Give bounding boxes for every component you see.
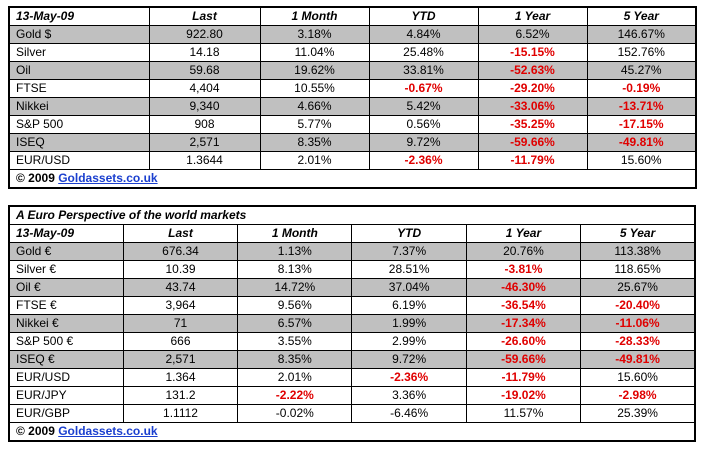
cell-5-year: -28.33% [581,333,695,351]
table-footer-row [9,423,695,442]
cell-1-year: -36.54% [466,297,580,315]
table-row [9,261,695,279]
copyright-text: © 2009 [16,171,59,185]
cell-last: 676.34 [123,243,237,261]
cell-1-year: 6.52% [478,26,587,44]
row-label: Oil [9,62,149,80]
table-row [9,80,696,98]
cell-ytd: 9.72% [369,134,478,152]
market-table-usd [8,6,697,189]
row-label: FTSE [9,80,149,98]
cell-1-year: -19.02% [466,387,580,405]
table-row [9,369,695,387]
cell-5-year: 146.67% [587,26,696,44]
cell-last: 1.3644 [149,152,260,170]
copyright-text: © 2009 [16,424,59,438]
cell-last: 2,571 [123,351,237,369]
cell-1-month: 6.57% [238,315,352,333]
cell-1-year: -35.25% [478,116,587,134]
table-title: A Euro Perspective of the world markets [9,206,695,225]
table-row [9,405,695,423]
cell-1-year: 11.57% [466,405,580,423]
cell-5-year: -20.40% [581,297,695,315]
cell-1-month: 8.35% [260,134,369,152]
cell-last: 14.18 [149,44,260,62]
table-row [9,297,695,315]
cell-5-year: -2.98% [581,387,695,405]
table-row [9,387,695,405]
header-1-year: 1 Year [466,225,580,243]
cell-1-month: 4.66% [260,98,369,116]
cell-1-year: -59.66% [466,351,580,369]
cell-1-month: -2.22% [238,387,352,405]
cell-last: 2,571 [149,134,260,152]
cell-last: 43.74 [123,279,237,297]
cell-1-year: -3.81% [466,261,580,279]
cell-1-month: 9.56% [238,297,352,315]
cell-last: 131.2 [123,387,237,405]
table-row [9,26,696,44]
header-date: 13-May-09 [9,7,149,26]
cell-5-year: -49.81% [581,351,695,369]
table-row [9,44,696,62]
table-spacer [8,189,696,205]
cell-5-year: 25.67% [581,279,695,297]
cell-last: 4,404 [149,80,260,98]
cell-ytd: 0.56% [369,116,478,134]
cell-5-year: 25.39% [581,405,695,423]
cell-ytd: -0.67% [369,80,478,98]
cell-1-year: -11.79% [466,369,580,387]
cell-1-month: 3.55% [238,333,352,351]
row-label: EUR/GBP [9,405,123,423]
cell-5-year: -13.71% [587,98,696,116]
row-label: Silver € [9,261,123,279]
cell-1-month: 8.35% [238,351,352,369]
cell-5-year: -17.15% [587,116,696,134]
cell-1-month: 3.18% [260,26,369,44]
cell-5-year: 15.60% [581,369,695,387]
row-label: Nikkei € [9,315,123,333]
cell-last: 3,964 [123,297,237,315]
cell-ytd: -6.46% [352,405,466,423]
table-row [9,243,695,261]
cell-last: 59.68 [149,62,260,80]
table-row [9,333,695,351]
cell-1-year: -26.60% [466,333,580,351]
cell-last: 9,340 [149,98,260,116]
cell-1-month: 5.77% [260,116,369,134]
cell-1-year: -15.15% [478,44,587,62]
table-row [9,315,695,333]
cell-1-month: 11.04% [260,44,369,62]
cell-ytd: 6.19% [352,297,466,315]
cell-ytd: 1.99% [352,315,466,333]
header-ytd: YTD [369,7,478,26]
table-row [9,62,696,80]
row-label: Gold $ [9,26,149,44]
cell-1-year: -29.20% [478,80,587,98]
row-label: Oil € [9,279,123,297]
market-table-usd-body [9,7,696,188]
cell-5-year: -0.19% [587,80,696,98]
cell-1-year: -33.06% [478,98,587,116]
header-1-month: 1 Month [238,225,352,243]
row-label: S&P 500 € [9,333,123,351]
cell-1-year: 20.76% [466,243,580,261]
table-row [9,351,695,369]
cell-1-year: -59.66% [478,134,587,152]
copyright-cell [9,423,695,442]
row-label: Nikkei [9,98,149,116]
market-table-eur-body [9,206,695,441]
row-label: Silver [9,44,149,62]
cell-5-year: 15.60% [587,152,696,170]
cell-1-year: -52.63% [478,62,587,80]
row-label: FTSE € [9,297,123,315]
table-row [9,279,695,297]
header-1-month: 1 Month [260,7,369,26]
cell-1-month: 2.01% [260,152,369,170]
table-header-row [9,7,696,26]
cell-ytd: 25.48% [369,44,478,62]
table-footer-row [9,170,696,189]
cell-ytd: 3.36% [352,387,466,405]
cell-1-month: 8.13% [238,261,352,279]
table-title-row [9,206,695,225]
site-link[interactable]: Goldassets.co.uk [58,171,158,185]
cell-last: 1.364 [123,369,237,387]
row-label: Gold € [9,243,123,261]
cell-last: 1.1112 [123,405,237,423]
cell-ytd: 9.72% [352,351,466,369]
cell-ytd: 7.37% [352,243,466,261]
cell-1-month: 14.72% [238,279,352,297]
cell-last: 908 [149,116,260,134]
cell-1-month: -0.02% [238,405,352,423]
cell-1-year: -11.79% [478,152,587,170]
table-row [9,98,696,116]
site-link[interactable]: Goldassets.co.uk [58,424,158,438]
cell-5-year: 113.38% [581,243,695,261]
cell-1-month: 2.01% [238,369,352,387]
cell-ytd: 33.81% [369,62,478,80]
table-row [9,152,696,170]
market-table-eur [8,205,696,442]
header-5-year: 5 Year [581,225,695,243]
row-label: ISEQ € [9,351,123,369]
table-row [9,134,696,152]
row-label: EUR/USD [9,152,149,170]
cell-ytd: 5.42% [369,98,478,116]
table-row [9,116,696,134]
header-date: 13-May-09 [9,225,123,243]
cell-ytd: -2.36% [369,152,478,170]
cell-ytd: -2.36% [352,369,466,387]
cell-5-year: 45.27% [587,62,696,80]
cell-1-month: 10.55% [260,80,369,98]
cell-last: 10.39 [123,261,237,279]
cell-last: 71 [123,315,237,333]
cell-1-month: 1.13% [238,243,352,261]
copyright-cell [9,170,696,189]
row-label: ISEQ [9,134,149,152]
table-header-row [9,225,695,243]
header-last: Last [123,225,237,243]
row-label: S&P 500 [9,116,149,134]
cell-1-year: -17.34% [466,315,580,333]
header-ytd: YTD [352,225,466,243]
cell-last: 922.80 [149,26,260,44]
cell-last: 666 [123,333,237,351]
cell-1-year: -46.30% [466,279,580,297]
cell-ytd: 37.04% [352,279,466,297]
cell-ytd: 28.51% [352,261,466,279]
header-5-year: 5 Year [587,7,696,26]
row-label: EUR/USD [9,369,123,387]
cell-5-year: -11.06% [581,315,695,333]
header-1-year: 1 Year [478,7,587,26]
cell-5-year: 152.76% [587,44,696,62]
cell-ytd: 2.99% [352,333,466,351]
cell-5-year: -49.81% [587,134,696,152]
row-label: EUR/JPY [9,387,123,405]
header-last: Last [149,7,260,26]
cell-ytd: 4.84% [369,26,478,44]
cell-5-year: 118.65% [581,261,695,279]
cell-1-month: 19.62% [260,62,369,80]
